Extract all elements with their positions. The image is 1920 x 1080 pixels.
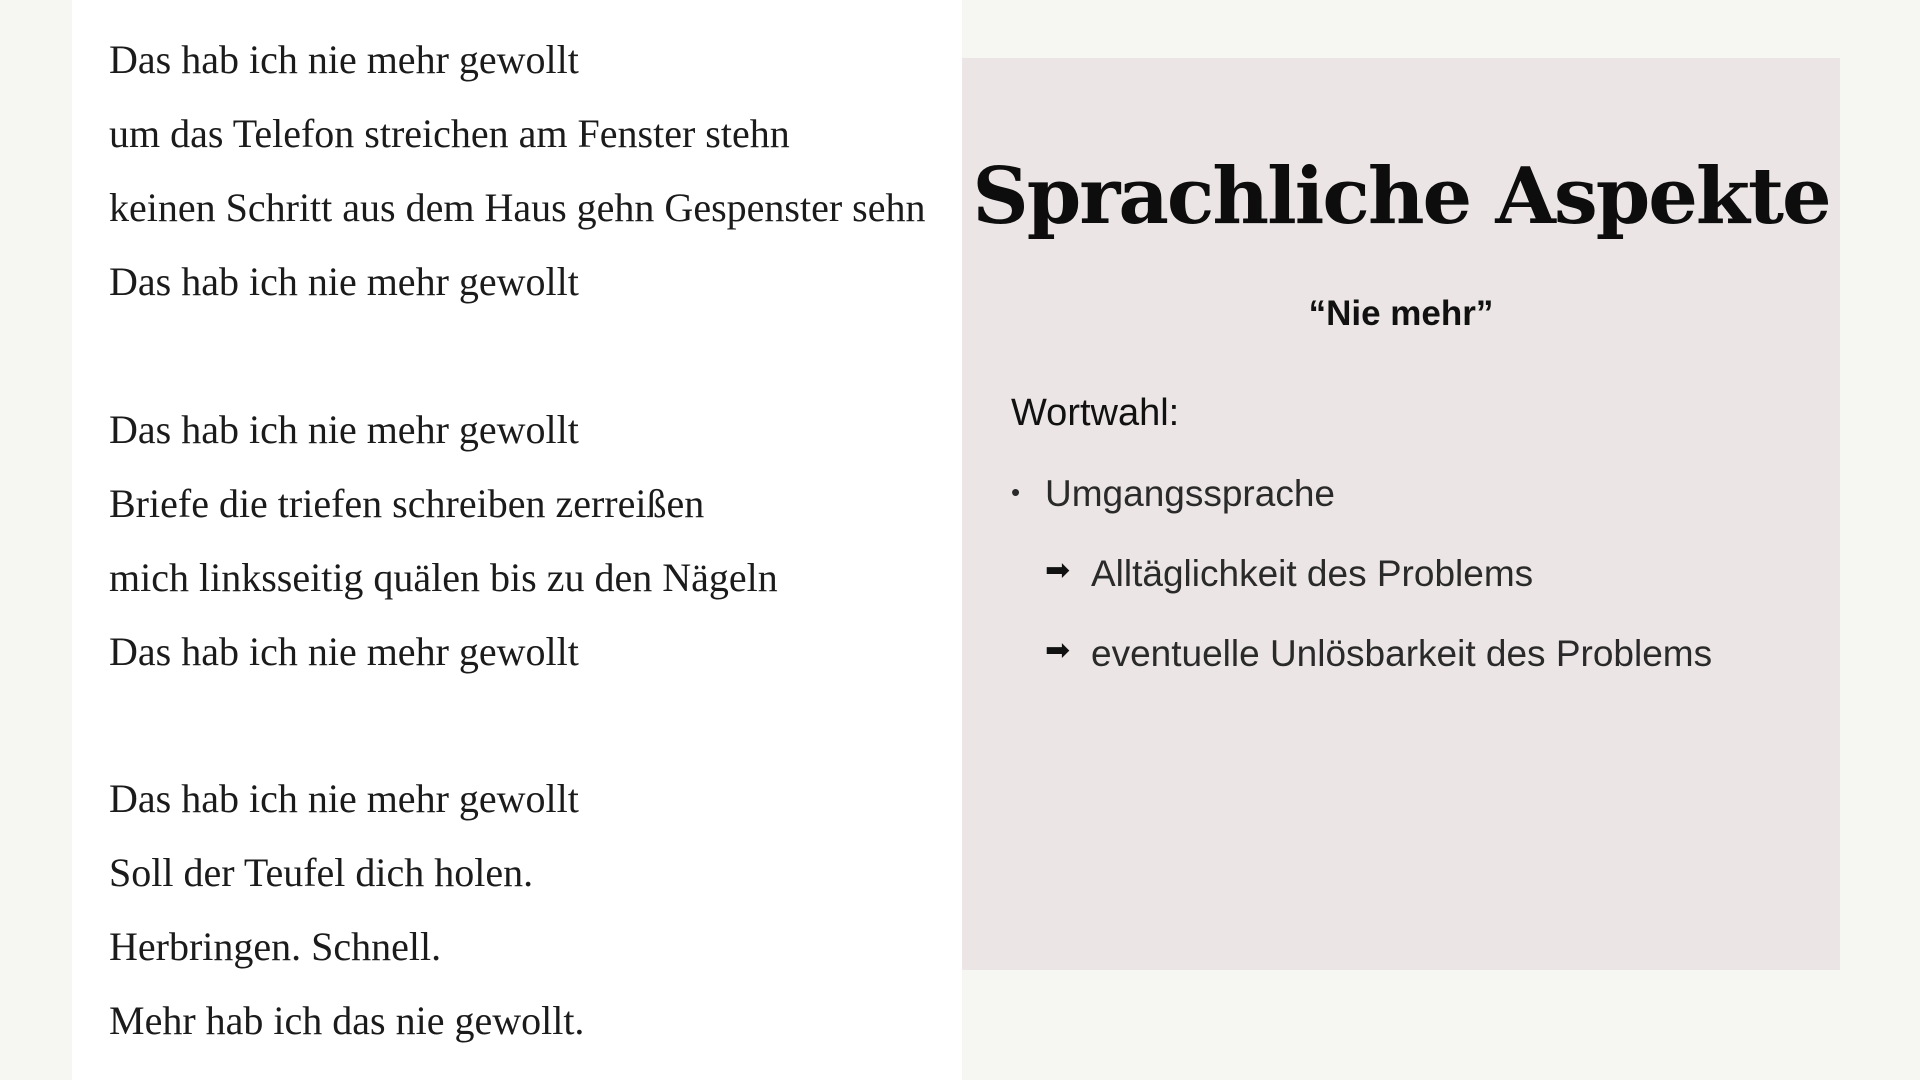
bullet-label: Umgangssprache <box>1045 473 1335 514</box>
sub-item-label: Alltäglichkeit des Problems <box>1091 553 1534 594</box>
sub-item <box>1045 555 1533 592</box>
poem-line: Das hab ich nie mehr gewollt <box>109 629 579 674</box>
poem-line: Das hab ich nie mehr gewollt <box>109 776 579 821</box>
poem-line: Herbringen. Schnell. <box>109 924 442 969</box>
bullet-item <box>1011 475 1335 512</box>
section-heading: Wortwahl: <box>1011 392 1180 434</box>
sub-item-label: eventuelle Unlösbarkeit des Problems <box>1091 633 1713 674</box>
sub-item <box>1045 635 1712 672</box>
analysis-card <box>962 58 1840 970</box>
bullet-dot-icon: • <box>1011 477 1021 508</box>
poem-line: mich linksseitig quälen bis zu den Nägeln <box>109 555 778 600</box>
poem-panel <box>72 0 962 1080</box>
poem-line: Das hab ich nie mehr gewollt <box>109 407 579 452</box>
arrow-right-icon: ➡ <box>1045 634 1071 667</box>
poem-line: Soll der Teufel dich holen. <box>109 850 534 895</box>
poem-line: keinen Schritt aus dem Haus gehn Gespenster sehn <box>109 185 926 230</box>
card-subtitle: “Nie mehr” <box>1308 294 1494 333</box>
poem-line: um das Telefon streichen am Fenster stehn <box>109 111 790 156</box>
poem-line: Das hab ich nie mehr gewollt <box>109 37 579 82</box>
poem-line: Das hab ich nie mehr gewollt <box>109 259 579 304</box>
card-title: Sprachliche Aspekte <box>972 151 1830 242</box>
arrow-right-icon: ➡ <box>1045 554 1071 587</box>
poem-line: Briefe die triefen schreiben zerreißen <box>109 481 705 526</box>
poem-line: Mehr hab ich das nie gewollt. <box>109 998 585 1043</box>
